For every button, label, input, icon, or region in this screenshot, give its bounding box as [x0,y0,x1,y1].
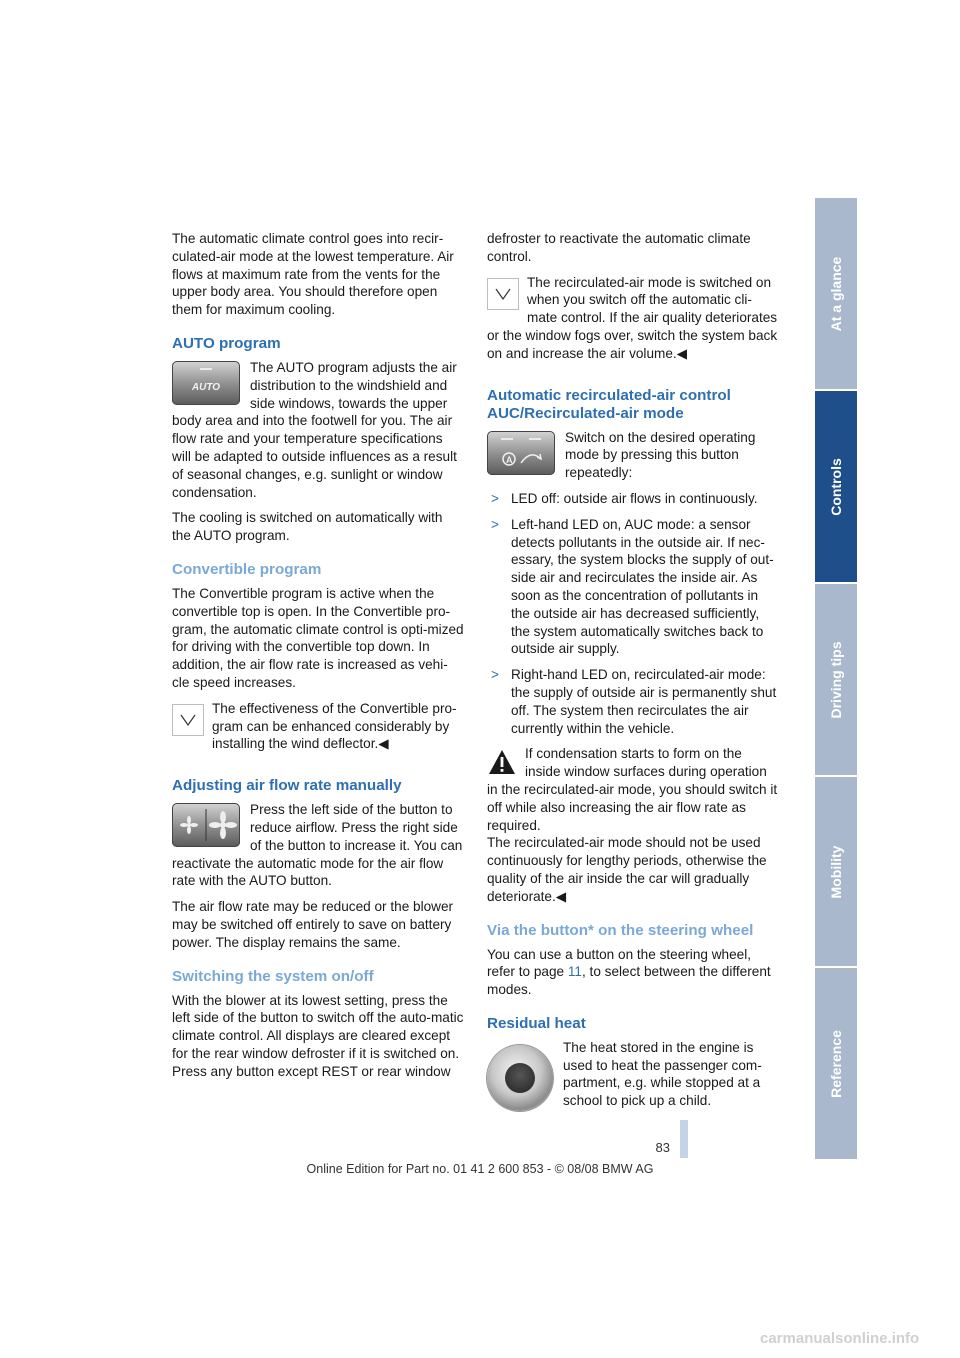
convertible-program-text: The Convertible program is active when the convertible top is open. In the Convertible pro-gram, the automatic climate control is opti-mized for driving with the convertible top down. In addition, the air flow rate is increased as vehi-cle speed increases. [172,585,464,690]
auc-text: Switch on the desired operating mode by pressing this button repeatedly: [565,429,756,481]
page-number-bar [680,1120,688,1158]
tab-controls[interactable]: Controls [815,391,857,582]
steering-wheel-heading: Via the button* on the steering wheel [487,921,754,939]
convertible-note: The effectiveness of the Convertible pro-gram can be enhanced considerably by installing the wind deflector.◀ [212,700,457,752]
convertible-program-heading: Convertible program [172,560,322,578]
auc-modes-list [487,490,779,737]
warning-text: If condensation starts to form on the inside window surfaces during operation in the recirculated-air mode, you should switch it off while also increasing the air flow rate as required. [487,746,778,833]
edition-footer: Online Edition for Part no. 01 41 2 600 853 - © 08/08 BMW AG [306,1162,654,1176]
auto-program-heading: AUTO program [172,334,281,352]
on-off-text: With the blower at its lowest setting, press the left side of the button to switch off the auto-matic climate control. All displays are cleared except for the rear window defroster if it is switched on. [172,992,464,1061]
intro-paragraph: The automatic climate control goes into recir-culated-air mode at the lowest temperature. Air flows at maximum rate from the vents for the upper body area. You should therefore open them for maximum cooling. [172,231,454,318]
auto-button-image [172,361,240,405]
auto-program-text: The AUTO program adjusts the air distribution to the windshield and side windows, towards the upper body area and into the footwell for you. The air flow rate and your temperature specifications will be adapted to outside influences as a result of seasonal changes, e.g. sunlight or window condensation. [172,359,457,500]
air-flow-battery-text: The air flow rate may be reduced or the blower may be switched off entirely to save on battery power. The display remains the same. [172,899,454,950]
list-item: > Right-hand LED on, recirculated-air mode: the supply of outside air is permanently shut off. The system then recirculates the air currently within the vehicle. [491,667,777,736]
air-flow-heading: Adjusting air flow rate manually [172,777,402,795]
list-item: > Left-hand LED on, AUC mode: a sensor detects pollutants in the outside air. If nec-essary, the system blocks the supply of out-side air and recirculates the inside air. As soon as the concentration of pollutants in the outside air has decreased sufficiently, the system automatically switches back to outside air supply. [491,516,774,657]
right-column [487,230,779,1118]
watermark: carmanualsonline.info [760,1330,920,1347]
auto-cooling-text: The cooling is switched on automatically with the AUTO program. [172,510,443,544]
steering-wheel-text: You can use a button on the steering wheel, refer to page 11, to select between the different modes. [487,946,771,998]
left-column [172,230,464,1088]
warning-icon [487,747,517,777]
continued-paragraph: defroster to reactivate the automatic climate control. [487,231,751,264]
residual-heat-text: The heat stored in the engine is used to heat the passenger com-partment, e.g. while stopped at a school to pick up a child. [563,1039,762,1109]
auc-heading: Automatic recirculated-air control AUC/Recirculated-air mode [487,386,731,422]
knob-center [505,1063,535,1093]
tab-at-a-glance[interactable]: At a glance [815,198,857,389]
auc-button-image [487,431,555,475]
svg-text:A: A [506,454,513,465]
residual-heat-knob-image [487,1045,553,1111]
tab-reference[interactable]: Reference [815,968,857,1159]
on-off-heading: Switching the system on/off [172,967,374,985]
fan-icon [172,803,240,847]
air-flow-text: Press the left side of the button to reduce airflow. Press the right side of the button to increase it. You can reactivate the automatic mode for the air flow rate with the AUTO button. [172,802,463,889]
led-indicator [200,368,212,370]
fan-button-image [172,803,240,847]
page-number: 83 [655,1140,670,1155]
recirculation-icon [487,431,555,475]
auto-button-label: AUTO [191,381,221,393]
tab-driving-tips[interactable]: Driving tips [815,584,857,775]
note-icon [172,704,204,736]
tab-mobility[interactable]: Mobility [815,777,857,966]
note-icon [487,278,519,310]
on-off-text-2: Press any button except REST or rear window [172,1063,451,1079]
list-item: > LED off: outside air flows in continuously. [491,490,758,506]
warning-text-2: The recirculated-air mode should not be used continuously for lengthy periods, otherwise the quality of the air inside the car will gradually deteriorate.◀ [487,835,767,904]
page-reference-link[interactable]: 11 [567,964,582,980]
recirculated-note: The recirculated-air mode is switched on when you switch off the automatic cli-mate control. If the air quality deteriorates or the window fogs over, switch the system back on and increase the air volume.◀ [487,274,778,361]
residual-heat-heading: Residual heat [487,1014,586,1032]
